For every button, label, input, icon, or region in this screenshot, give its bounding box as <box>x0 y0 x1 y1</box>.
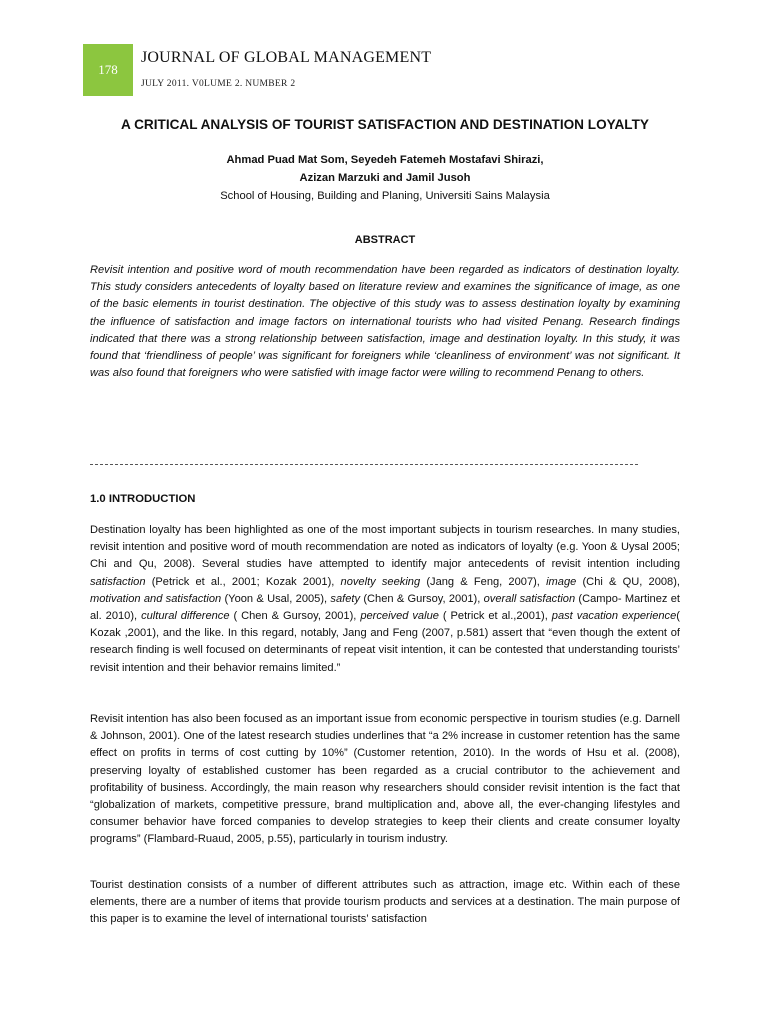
section-separator <box>90 464 638 465</box>
authors-line-2: Azizan Marzuki and Jamil Jusoh <box>299 172 471 184</box>
introduction-heading: 1.0 INTRODUCTION <box>90 493 196 505</box>
journal-title: JOURNAL OF GLOBAL MANAGEMENT <box>141 49 432 66</box>
authors-line-1: Ahmad Puad Mat Som, Seyedeh Fatemeh Mostafavi Shirazi, <box>226 154 544 166</box>
affiliation: School of Housing, Building and Planing, Universiti Sains Malaysia <box>220 190 550 202</box>
author-block <box>90 151 680 205</box>
abstract-heading: ABSTRACT <box>354 234 416 246</box>
page-number-badge <box>83 44 133 96</box>
journal-issue: JULY 2011. V0LUME 2. NUMBER 2 <box>141 79 296 89</box>
abstract-text: Revisit intention and positive word of mouth recommendation have been regarded as indicators of destination loyalty. This study considers antecedents of loyalty based on literature review and examines the significance of image, as one of the basic elements in tourist destination. The objective of this study was to assess destination loyalty by examining the influence of satisfaction and image factors on international tourists who had visited Penang. Research findings indicated that there was a strong relationship between satisfaction, image and destination loyalty. In this study, it was found that ‘friendliness of people’ was significant for foreigners while ‘cleanliness of environment’ was not significant. It was also found that foreigners who were satisfied with image factor were willing to recommend Penang to others. <box>90 264 680 380</box>
introduction-paragraph-1: Destination loyalty has been highlighted as one of the most important subjects in tourism researches. In many studies, revisit intention and positive word of mouth recommendation are noted as indicators of loyalty (e.g. Yoon & Uysal 2005; Chi and Qu, 2008). Several studies have attempted to identify major antecedents of revisit intention including satisfaction (Petrick et al., 2001; Kozak 2001), novelty seeking (Jang & Feng, 2007), image (Chi & QU, 2008), motivation and satisfaction (Yoon & Usal, 2005), safety (Chen & Gursoy, 2001), overall satisfaction (Campo- Martinez et al. 2010), cultural difference ( Chen & Gursoy, 2001), perceived value ( Petrick et al.,2001), past vacation experience( Kozak ,2001), and the like. In this regard, notably, Jang and Feng (2007, p.581) assert that “even though the extent of research finding is well focused on determinants of repeat visit intention, it can be contested that understanding tourists’ revisit intention and their behavior remains limited.” <box>90 524 680 674</box>
paper-title: A CRITICAL ANALYSIS OF TOURIST SATISFACTION AND DESTINATION LOYALTY <box>121 117 649 132</box>
page-number: 178 <box>98 62 118 77</box>
introduction-paragraph-2: Revisit intention has also been focused as an important issue from economic perspective in tourism studies (e.g. Darnell & Johnson, 2001). One of the latest research studies underlines that “a 2% increase in customer retention has the same effect on profits in terms of cost cutting by 10%” (Customer retention, 2010). In the words of Hsu et al. (2008), preserving loyalty of established customer has been regarded as a crucial contributor to the achievement and profitability of business. Accordingly, the main reason why researchers should consider revisit intention is the fact that “globalization of markets, competitive pressure, brand multiplication and, above all, the ever-changing lifestyles and consumer behavior have forced companies to develop strategies to keep their clients and create consumer loyalty programs” (Flambard-Ruaud, 2005, p.55), particularly in tourism industry. <box>90 713 680 846</box>
introduction-paragraph-3: Tourist destination consists of a number of different attributes such as attraction, image etc. Within each of these elements, there are a number of items that provide tourism products and services at a destination. The main purpose of this paper is to examine the level of international tourists’ satisfaction <box>90 879 680 926</box>
